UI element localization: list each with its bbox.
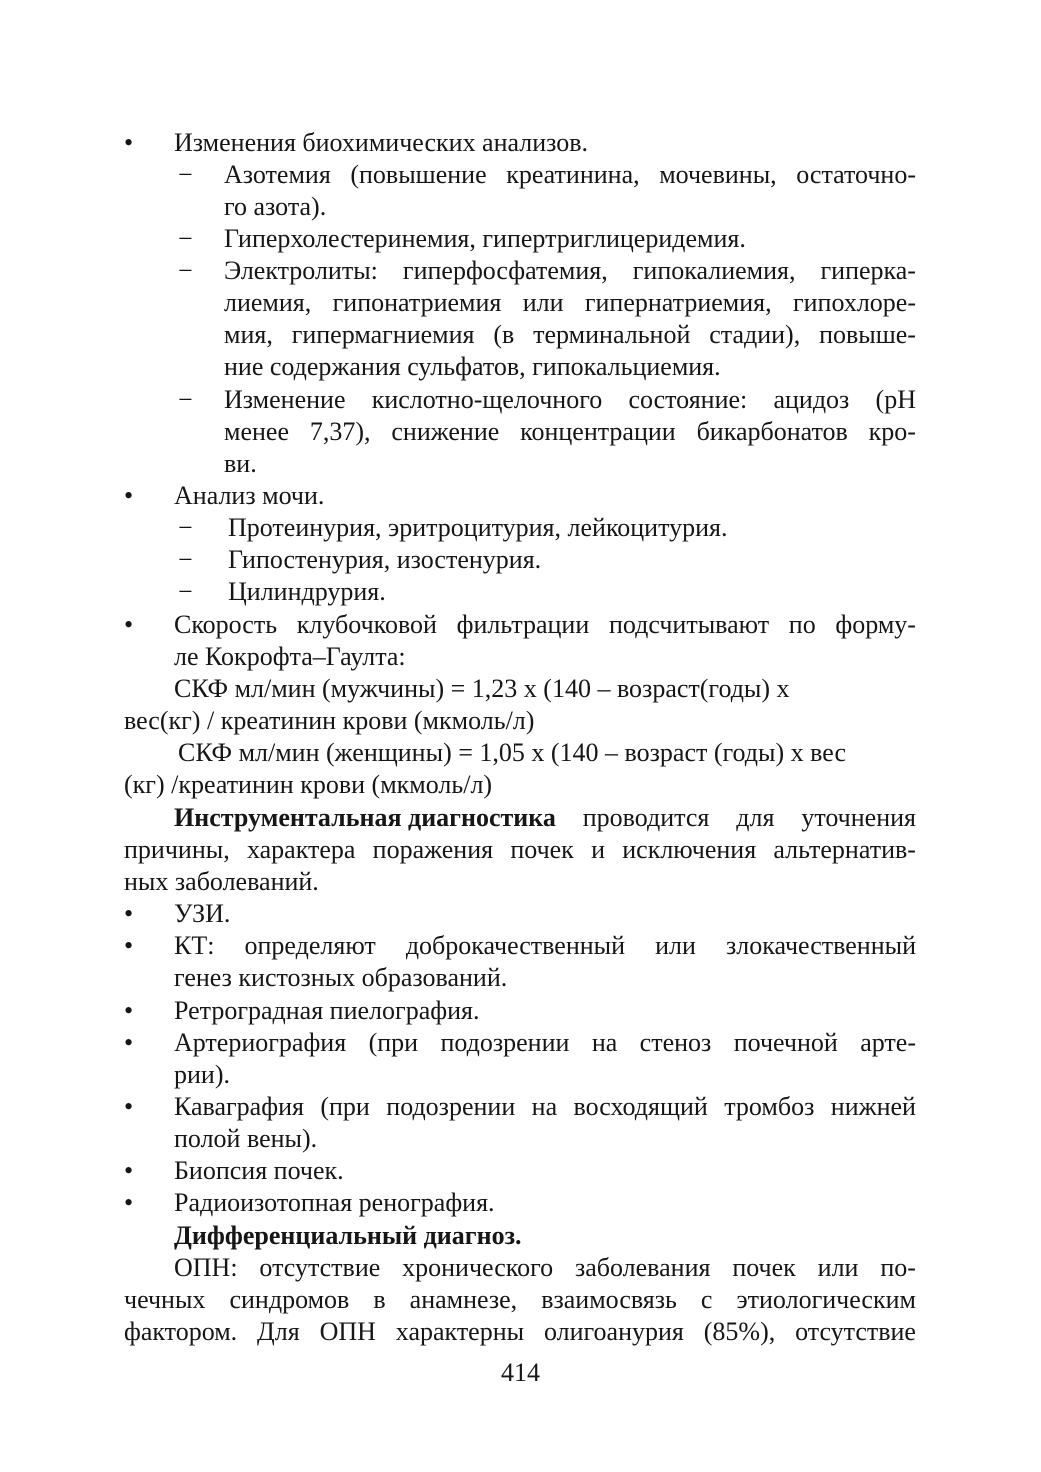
word: фильтрации (456, 610, 590, 639)
justified-line (124, 1284, 916, 1316)
word: доброкачественный (405, 931, 626, 960)
bullet-marker: • (124, 481, 134, 510)
word: почек (732, 1253, 796, 1282)
word: гипермагниемия (291, 320, 475, 349)
word: концентрации (520, 417, 676, 446)
dash-marker: − (178, 385, 193, 414)
section-heading: Инструментальная диагностика (174, 803, 556, 832)
word: повыше- (819, 320, 916, 349)
word: терминальной (533, 320, 691, 349)
word: гиперка- (820, 256, 916, 285)
word: состояние: (628, 385, 748, 414)
text-line: ви. (224, 449, 257, 478)
word: проводится (582, 803, 710, 832)
text-line: Радиоизотопная ренография. (174, 1188, 495, 1217)
text-line: рии). (174, 1060, 230, 1089)
bullet-marker: • (124, 931, 134, 960)
word: гипонатриемия (332, 288, 502, 317)
bullet-marker: • (124, 1188, 134, 1217)
text-line: генез кистозных образований. (174, 963, 508, 992)
justified-line (174, 609, 916, 641)
word: (pH (875, 385, 916, 414)
word: злокачественный (725, 931, 916, 960)
word: характера (246, 835, 356, 864)
text-line: Цилиндрурия. (228, 577, 386, 606)
formula-line: СКФ мл/мин (мужчины) = 1,23 х (140 – возраст(годы) х (174, 674, 790, 703)
text-line: Гиперхолестеринемия, гипертриглицеридемия. (224, 224, 746, 253)
word: кислотно-щелочного (371, 385, 603, 414)
word: клубочковой (296, 610, 437, 639)
word: лиемия, (224, 288, 312, 317)
word: остаточно- (796, 160, 916, 189)
word: отсутствие (259, 1253, 381, 1282)
word: Каваграфия (174, 1092, 304, 1121)
dash-marker: − (178, 513, 193, 542)
word: или (817, 1253, 859, 1282)
word: заболевания (574, 1253, 711, 1282)
bullet-marker: • (124, 899, 134, 928)
word: отсутствие (795, 1317, 916, 1346)
word: 7,37), (309, 417, 371, 446)
word: подозрении (386, 1092, 516, 1121)
text-line: ние содержания сульфатов, гипокальциемия. (224, 352, 721, 381)
word: с (700, 1285, 713, 1314)
text-line: Гипостенурия, изостенурия. (228, 545, 542, 574)
justified-line (124, 834, 916, 866)
word: определяют (244, 931, 376, 960)
word: стеноз (639, 1028, 712, 1057)
word: подсчитывают (608, 610, 770, 639)
word: причины, (124, 835, 230, 864)
justified-line (224, 255, 916, 287)
word: фактором. (124, 1317, 238, 1346)
word: (85%), (703, 1317, 776, 1346)
word: для (736, 803, 775, 832)
word: нижней (830, 1092, 916, 1121)
word: или (655, 931, 696, 960)
word: стадии), (709, 320, 801, 349)
word: форму- (835, 610, 916, 639)
formula-line: СКФ мл/мин (женщины) = 1,05 х (140 – возраст (годы) х вес (178, 738, 846, 767)
text-line: УЗИ. (174, 899, 231, 928)
word: уточнения (801, 803, 916, 832)
text-line: Анализ мочи. (174, 481, 325, 510)
word: Скорость (174, 610, 278, 639)
word: подозрении (440, 1028, 570, 1057)
justified-line (224, 287, 916, 319)
bullet-marker: • (124, 128, 134, 157)
word: арте- (860, 1028, 916, 1057)
justified-line (224, 416, 916, 448)
word: Азотемия (224, 160, 331, 189)
text-line: го азота). (224, 192, 327, 221)
justified-line (174, 930, 916, 962)
word: (при (320, 1092, 370, 1121)
word: Для (257, 1317, 300, 1346)
word: в (373, 1285, 386, 1314)
word: ОПН (319, 1317, 376, 1346)
word: (повышение (350, 160, 487, 189)
word: кро- (868, 417, 916, 446)
justified-line (124, 1316, 916, 1348)
justified-line (174, 802, 916, 834)
word: мочевины, (659, 160, 777, 189)
justified-line (174, 1027, 916, 1059)
word: гипернатриемия, (584, 288, 772, 317)
justified-line (174, 1252, 916, 1284)
word: хронического (402, 1253, 554, 1282)
word: КТ: (174, 931, 215, 960)
word: исключения (622, 835, 757, 864)
word: менее (224, 417, 289, 446)
word: олигоанурия (543, 1317, 684, 1346)
text-line: Ретроградная пиелография. (174, 996, 480, 1025)
text-line: полой вены). (174, 1124, 318, 1153)
word: (при (368, 1028, 419, 1057)
formula-line: вес(кг) / креатинин крови (мкмоль/л) (124, 706, 535, 735)
text-line: Протеинурия, эритроцитурия, лейкоцитурия. (228, 513, 728, 542)
bullet-marker: • (124, 1092, 134, 1121)
word: на (591, 1028, 618, 1057)
word: Электролиты: (224, 256, 378, 285)
dash-marker: − (178, 224, 193, 253)
word: анамнезе, (409, 1285, 518, 1314)
word: гипокалиемия, (632, 256, 796, 285)
word: гиперфосфатемия, (402, 256, 608, 285)
word: и (591, 835, 605, 864)
page-number: 414 (501, 1358, 540, 1387)
bullet-marker: • (124, 996, 134, 1025)
word: характерны (395, 1317, 525, 1346)
formula-line: (кг) /креатинин крови (мкмоль/л) (124, 770, 493, 799)
word: по (788, 610, 816, 639)
text-line: Изменения биохимических анализов. (174, 128, 589, 157)
word: почек (510, 835, 574, 864)
text-line: Биопсия почек. (174, 1156, 344, 1185)
dash-marker: − (178, 160, 193, 189)
word: синдромов (229, 1285, 350, 1314)
text-line: ных заболеваний. (124, 867, 319, 896)
word: мия, (224, 320, 273, 349)
word: ацидоз (773, 385, 850, 414)
justified-line (224, 384, 916, 416)
text-line: ле Кокрофта–Гаулта: (174, 642, 406, 671)
word: Изменение (224, 385, 346, 414)
word: ОПН: (174, 1253, 238, 1282)
word: этиологическим (736, 1285, 916, 1314)
justified-line (224, 319, 916, 351)
justified-line (224, 159, 916, 191)
word: альтернатив- (773, 835, 916, 864)
word: креатинина, (506, 160, 640, 189)
word: снижение (391, 417, 500, 446)
word: (в (493, 320, 515, 349)
word: бикарбонатов (696, 417, 848, 446)
justified-line (174, 1091, 916, 1123)
word: Артериография (174, 1028, 347, 1057)
word: восходящий (573, 1092, 708, 1121)
word: гипохлоре- (792, 288, 916, 317)
section-heading: Дифференциальный диагноз. (174, 1221, 522, 1250)
dash-marker: − (178, 256, 193, 285)
word: на (531, 1092, 558, 1121)
word: или (522, 288, 564, 317)
word: по- (880, 1253, 916, 1282)
word: почечной (733, 1028, 838, 1057)
bullet-marker: • (124, 610, 134, 639)
dash-marker: − (178, 577, 193, 606)
word: тромбоз (724, 1092, 815, 1121)
word: чечных (124, 1285, 206, 1314)
word: поражения (372, 835, 494, 864)
bullet-marker: • (124, 1156, 134, 1185)
dash-marker: − (178, 545, 193, 574)
bullet-marker: • (124, 1028, 134, 1057)
word: взаимосвязь (541, 1285, 677, 1314)
